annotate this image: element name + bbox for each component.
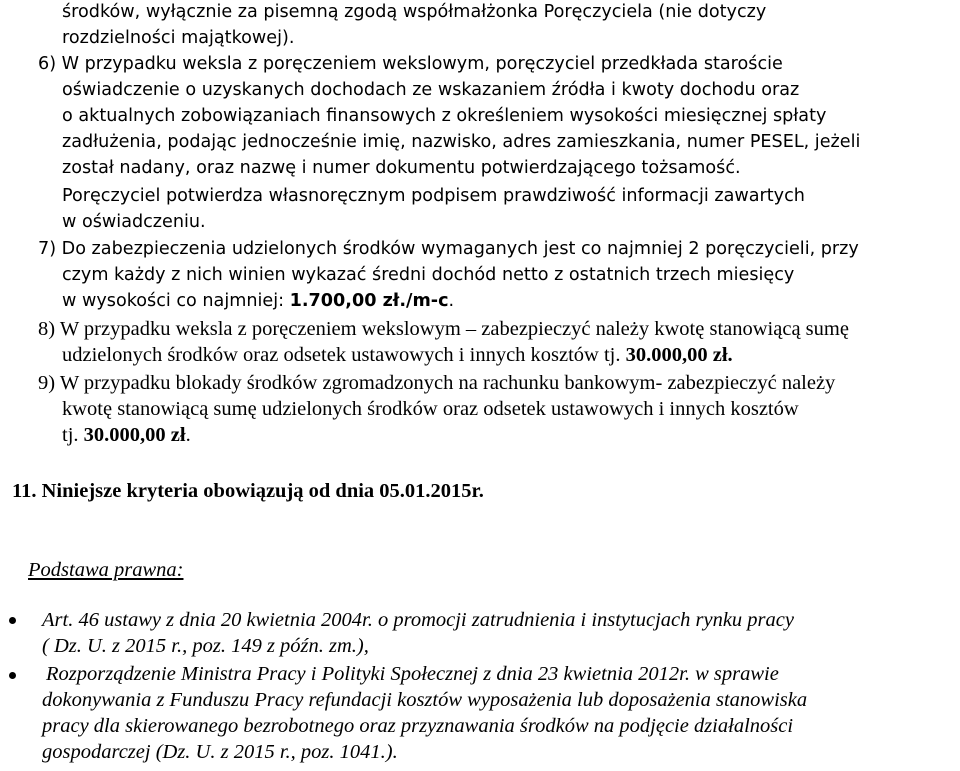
p7-income-amount: 1.700,00 zł./m-c (289, 291, 449, 311)
p6-line-3: o aktualnych zobowiązaniach finansowych z określeniem wysokości miesięcznej spłaty (62, 106, 827, 126)
p9-line-3-text: tj. (62, 424, 84, 446)
legal-item-1-line-1: Art. 46 ustawy z dnia 20 kwietnia 2004r. o promocji zatrudnienia i instytucjach rynku pracy (42, 609, 794, 631)
p5-line-1: środków, wyłącznie za pisemną zgodą współmałżonka Poręczyciela (nie dotyczy (62, 2, 767, 22)
p7-line-3 (62, 293, 454, 311)
p5-line-2: rozdzielności majątkowej). (62, 28, 295, 48)
p6-line-6: Poręczyciel potwierdza własnoręcznym podpisem prawdziwość informacji zawartych (62, 186, 805, 206)
p9-amount: 30.000,00 zł (83, 424, 186, 446)
p8-line-2-text: udzielonych środków oraz odsetek ustawowych i innych kosztów tj. (62, 344, 626, 366)
bullet-icon (9, 672, 16, 679)
p7-line-2: czym każdy z nich winien wykazać średni dochód netto z ostatnich trzech miesięcy (62, 265, 795, 285)
legal-item-2-line-3: pracy dla skierowanego bezrobotnego oraz przyznawania środków na podjęcie działalności (42, 715, 794, 737)
legal-item-2-line-4: gospodarczej (Dz. U. z 2015 r., poz. 1041.). (42, 741, 398, 763)
legal-item-2-line-2: dokonywania z Funduszu Pracy refundacji kosztów wyposażenia lub doposażenia stanowiska (42, 689, 808, 711)
p8-line-1: 8) W przypadku weksla z poręczeniem wekslowym – zabezpieczyć należy kwotę stanowiącą sumę (38, 318, 849, 340)
p7-line-3-text: w wysokości co najmniej: (62, 291, 290, 311)
p9-line-1: 9) W przypadku blokady środków zgromadzonych na rachunku bankowym- zabezpieczyć należy (38, 372, 836, 394)
p9-line-3-end: . (185, 424, 191, 446)
p9-line-3 (62, 425, 191, 446)
legal-item-2-line-1: Rozporządzenie Ministra Pracy i Polityki Społecznej z dnia 23 kwietnia 2012r. w sprawie (46, 663, 779, 685)
p9-line-2: kwotę stanowiącą sumę udzielonych środków oraz odsetek ustawowych i innych kosztów (62, 398, 799, 420)
p6-line-1: 6) W przypadku weksla z poręczeniem wekslowym, poręczyciel przedkłada staroście (38, 54, 783, 74)
p8-amount: 30.000,00 zł. (625, 344, 733, 366)
p8-line-2 (62, 345, 733, 366)
p6-line-4: zadłużenia, podając jednocześnie imię, nazwisko, adres zamieszkania, numer PESEL, jeżeli (62, 132, 861, 152)
legal-basis-heading: Podstawa prawna: (28, 559, 184, 581)
bullet-icon (9, 617, 16, 624)
p6-line-2: oświadczenie o uzyskanych dochodach ze wskazaniem źródła i kwoty dochodu oraz (62, 80, 800, 100)
p6-line-5: został nadany, oraz nazwę i numer dokumentu potwierdzającego tożsamość. (62, 158, 741, 178)
legal-item-1-line-2: ( Dz. U. z 2015 r., poz. 149 z późn. zm.), (42, 635, 369, 657)
p7-line-3-end: . (448, 291, 455, 311)
section-11-heading: 11. Niniejsze kryteria obowiązują od dnia 05.01.2015r. (12, 480, 484, 502)
p6-line-7: w oświadczeniu. (62, 212, 206, 232)
p7-line-1: 7) Do zabezpieczenia udzielonych środków wymaganych jest co najmniej 2 poręczycieli, przy (38, 239, 859, 259)
